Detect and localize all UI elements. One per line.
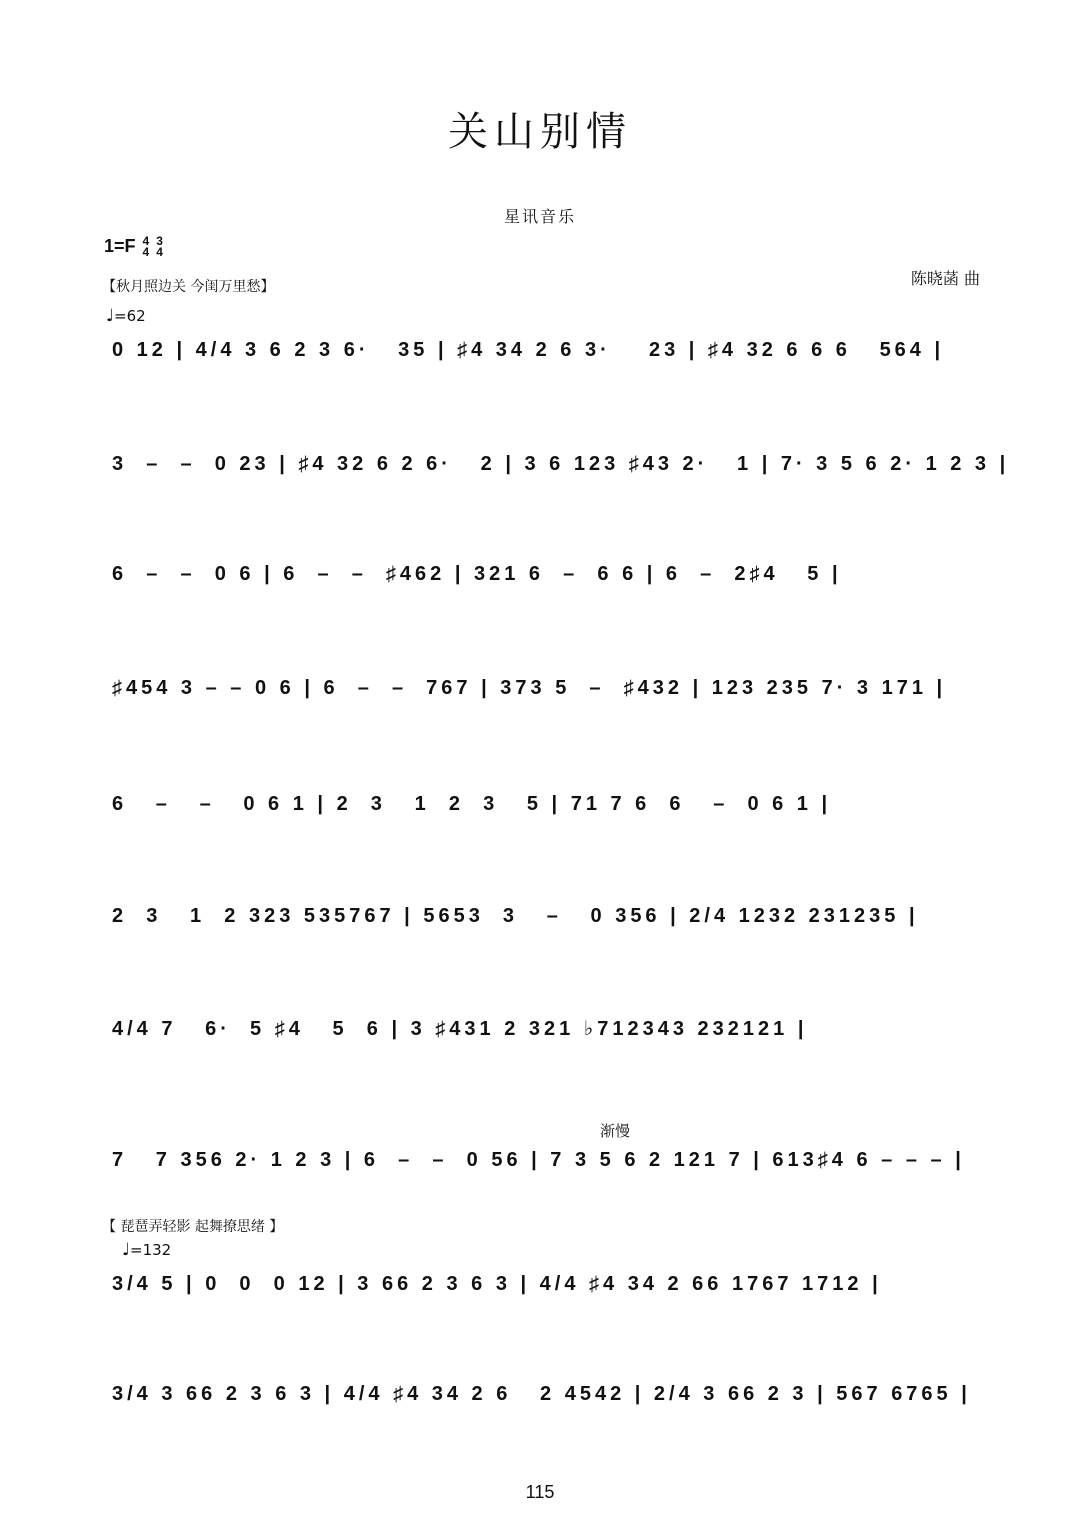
score-row-9 <box>112 1264 980 1304</box>
row-notes: 3/4 3 66 2 3 6 3 | 4/4 ♯4 34 2 6 2 4542 | 2/4 3 66 2 3 | 567 6765 | <box>112 1382 971 1405</box>
row-notes: 3/4 5 | 0 0 0 12 | 3 66 2 3 6 3 | 4/4 ♯4 34 2 66 1767 1712 | <box>112 1272 882 1295</box>
row-notes: 4/4 7 6· 5 ♯4 5 6 | 3 ♯431 2 321 ♭712343 232121 | <box>112 1017 808 1040</box>
quarter-note-icon: ♩ <box>122 1240 131 1260</box>
score-row-8 <box>112 1140 980 1180</box>
time-signature-2: 3 4 <box>156 234 163 260</box>
publisher: 星讯音乐 <box>503 207 576 226</box>
score-row-10 <box>112 1374 980 1414</box>
score-row-6 <box>112 896 980 936</box>
score-row-7 <box>112 1008 980 1048</box>
key-label: 1=F <box>104 236 136 256</box>
expression-mark: 渐慢 <box>600 1122 631 1140</box>
row-notes: ♯454 3 – – 0 6 | 6 – – 767 | 373 5 – ♯432 | 123 235 7· 3 171 | <box>112 676 947 699</box>
quarter-note-icon: ♩ <box>106 306 115 326</box>
tempo-mark-1 <box>106 306 146 326</box>
time-signature-1: 4 4 <box>142 234 150 260</box>
tempo-value-2: =132 <box>130 1241 172 1259</box>
page-number: 115 <box>525 1482 555 1502</box>
row-notes: 2 3 1 2 323 535767 | 5653 3 – 0 356 | 2/4 1232 231235 | <box>112 904 919 927</box>
section-label-2: 【 琵琶弄轻影 起舞撩思绪 】 <box>102 1219 284 1235</box>
tempo-value-1: =62 <box>114 307 146 325</box>
row-notes: 0 12 | 4/4 3 6 2 3 6· 35 | ♯4 34 2 6 3· 23 | ♯4 32 6 6 6 564 | <box>112 338 945 361</box>
score-row-4 <box>112 668 980 708</box>
score-row-3 <box>112 554 980 594</box>
section-label-1: 【秋月照边关 今闺万里愁】 <box>102 279 275 295</box>
tempo-mark-2 <box>122 1240 171 1260</box>
score-row-5 <box>112 784 980 824</box>
key-signature <box>104 236 163 258</box>
row-notes: 3 – – 0 23 | ♯4 32 6 2 6· 2 | 3 6 123 ♯43 2· 1 | 7· 3 5 6 2· 1 2 3 | <box>112 452 1010 475</box>
score-row-1 <box>112 330 980 370</box>
row-notes: 6 – – 0 6 1 | 2 3 1 2 3 5 | 71 7 6 6 – 0 6 1 | <box>112 792 832 815</box>
row-notes: 7 7 356 2· 1 2 3 | 6 – – 0 56 | 7 3 5 6 2 121 7 | 613♯4 6 – – – | <box>112 1148 965 1171</box>
score-row-2 <box>112 444 1010 484</box>
row-notes: 6 – – 0 6 | 6 – – ♯462 | 321 6 – 6 6 | 6 – 2♯4 5 | <box>112 562 842 585</box>
composer: 陈晓菡 曲 <box>910 269 980 288</box>
score-title: 关山别情 <box>448 109 632 155</box>
